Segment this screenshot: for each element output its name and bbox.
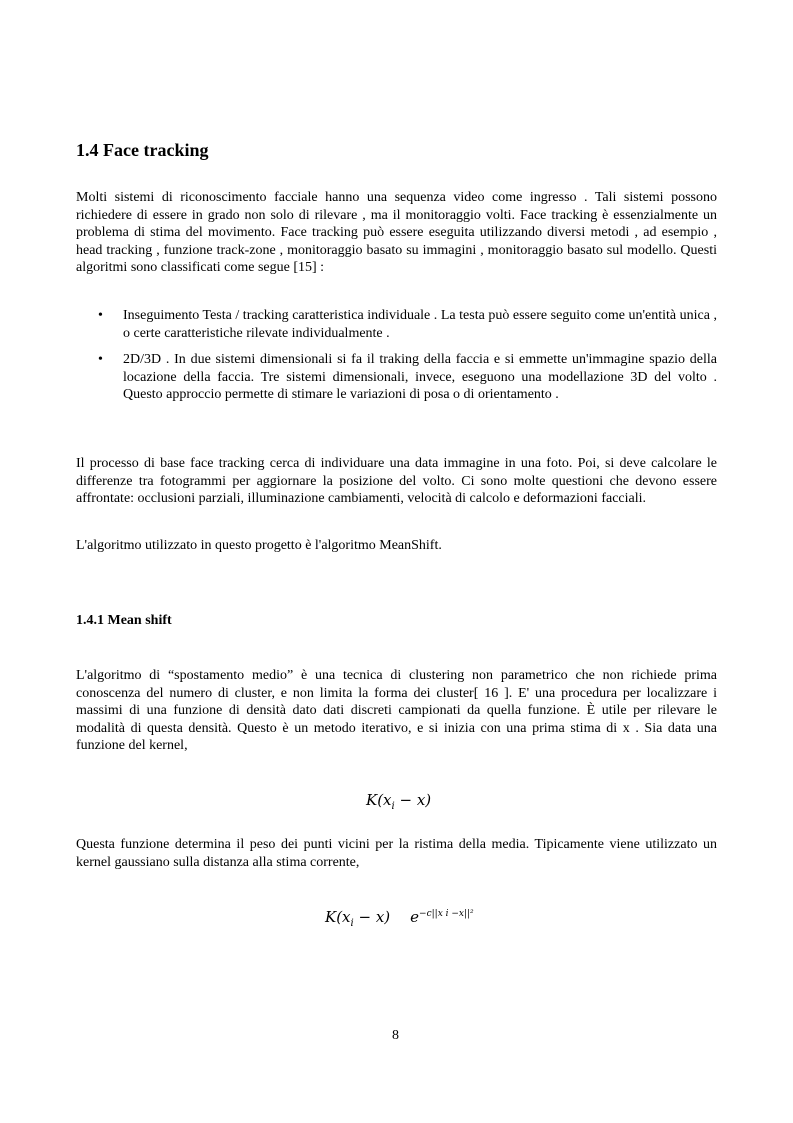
bullet-text: Inseguimento Testa / tracking caratteristica individuale . La testa può essere seguito come un'entità unica , o certe caratteristiche rilevate individualmente . <box>123 308 717 341</box>
list-item <box>76 307 717 342</box>
weight-paragraph: Questa funzione determina il peso dei punti vicini per la ristima della media. Tipicamente viene utilizzato un kernel gaussiano sulla distanza alla stima corrente, <box>76 837 717 870</box>
gaussian-kernel-equation: $K(x_i - x)$ $e^{-c||x i -x||^2}$ <box>325 908 474 929</box>
mean-shift-paragraph: L'algoritmo di “spostamento medio” è una tecnica di clustering non parametrico che non richiede prima conoscenza del numero di cluster, e non limita la forma dei cluster[ 16 ]. E' una procedura per localizzare i massimi di una funzione di densità dato dati discreti campionati da quella funzione. È utile per rilevare le modalità di questa densità. Questo è un metodo iterativo, e si inizia con una prima stima di x . Sia data una funzione del kernel, <box>76 668 717 753</box>
page-number: 8 <box>392 1028 399 1043</box>
bullet-text: 2D/3D . In due sistemi dimensionali si fa il traking della faccia e si emmette un'immagine spazio della locazione della faccia. Tre sistemi dimensionali, invece, eseguono una modellazione 3D del volto . Questo approccio permette di stimare le variazioni di posa o di orientamento . <box>123 352 717 402</box>
intro-paragraph: Molti sistemi di riconoscimento facciale hanno una sequenza video come ingresso . Tali sistemi possono richiedere di essere in grado non solo di rilevare , ma il monitoraggio volti. Face tracking è essenzialmente un problema di stima del movimento. Face tracking può essere eseguita utilizzando diversi metodi , ad esempio , head tracking , funzione track-zone , monitoraggio basato su immagini , monitoraggio basato sul modello. Questi algoritmi sono classificati come segue [15] : <box>76 190 717 275</box>
section-heading: 1.4 Face tracking <box>76 140 209 160</box>
bullet-icon: • <box>98 308 103 323</box>
process-paragraph: Il processo di base face tracking cerca di individuare una data immagine in una foto. Poi, si deve calcolare le differenze tra fotogrammi per aggiornare la posizione del volto. Ci sono molte questioni che devono essere affrontate: occlusioni parziali, illuminazione cambiamenti, velocità di calcolo e deformazioni facciali. <box>76 456 717 506</box>
subsection-heading: 1.4.1 Mean shift <box>76 613 172 628</box>
kernel-equation: $K(x_i - x)$ <box>366 791 432 812</box>
list-item <box>76 351 717 404</box>
algorithm-paragraph: L'algoritmo utilizzato in questo progetto è l'algoritmo MeanShift. <box>76 538 442 553</box>
bullet-list <box>76 307 717 413</box>
bullet-icon: • <box>98 352 103 367</box>
